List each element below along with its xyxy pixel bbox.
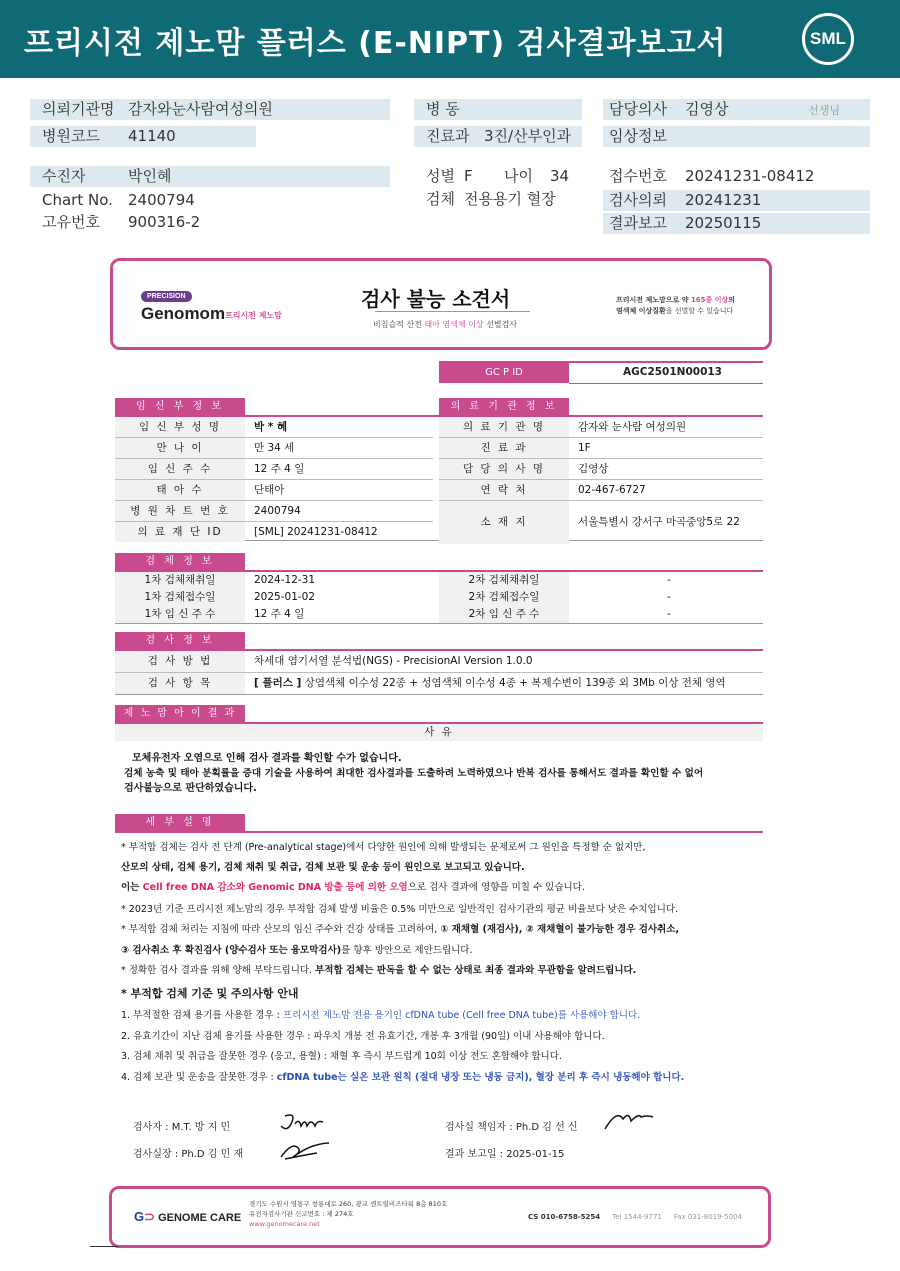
code-field (30, 126, 256, 147)
specimen-row-label-2: 2차 검체접수일 (439, 589, 569, 606)
signer-chief: 검사실장 : Ph.D 김 민 재 (133, 1149, 244, 1160)
code-label: 병원코드 (42, 127, 100, 145)
chart-label: Chart No. (42, 191, 113, 209)
doc-title: 검사 불능 소견서 (361, 287, 511, 311)
specimen-row-value-2: - (667, 591, 671, 603)
doc-header-right: 프리시전 제노맘으로 약 165종 이상의 염색체 이상질환을 선별할 수 있습니다 (616, 296, 736, 315)
gcp-label: GC P ID (439, 363, 569, 383)
genomecare-contact: CS 010-6758-5254 Tel 1544-9771 Fax 031-8019-5004 (528, 1213, 742, 1221)
patient-value: 박인혜 (128, 167, 172, 185)
patient-row-value: 2400794 (254, 505, 301, 517)
clinical-label: 임상정보 (609, 127, 667, 145)
note-5: * 부적합 검체 처리는 지침에 따라 산모의 임신 주수와 건강 상태를 고려하여, ① 재채혈 (재검사), ② 재채혈이 불가능한 경우 검사취소, (121, 924, 680, 935)
unique-value: 900316-2 (128, 213, 201, 231)
note-7: * 정확한 검사 결과를 위해 양해 부탁드립니다. 부적합 검체는 판독을 할 수 없는 상태로 최종 결과와 무관함을 알려드립니다. (121, 965, 637, 976)
note-3: 이는 Cell free DNA 감소와 Genomic DNA 방출 등에 의한 오염으로 검사 결과에 영향을 미칠 수 있습니다. (121, 882, 585, 893)
chart-field (30, 190, 390, 211)
patient-row-label: 병 원 차 트 번 호 (115, 501, 245, 521)
doc-header (110, 258, 772, 350)
org-row-label: 의 료 기 관 명 (439, 417, 569, 437)
doctor-field (603, 99, 870, 120)
specimen-row-label: 1차 임 신 주 수 (115, 606, 245, 623)
dept-value: 3진/산부인과 (484, 127, 572, 145)
report-date: 결과 보고일 : 2025-01-15 (445, 1149, 565, 1160)
section-org: 의 료 기 관 정 보 (439, 398, 569, 416)
head-signature-icon (601, 1107, 657, 1133)
sex-value: F (464, 167, 473, 185)
note-4: * 2023년 기준 프리시전 제노맘의 경우 부적합 검체 발생 비율은 0.5% 미만으로 일반적인 검사기관의 평균 비율보다 낮은 수치입니다. (121, 904, 679, 915)
org-row-label: 진 료 과 (439, 438, 569, 458)
chart-value: 2400794 (128, 191, 195, 209)
guide-4: 4. 검체 보관 및 운송을 잘못한 경우 : cfDNA tube는 실온 보관 원칙 (절대 냉장 또는 냉동 금지), 혈장 분리 후 즉시 냉동해야 합니다. (121, 1072, 685, 1083)
genomecare-logo: G⊃ GENOME CARE (134, 1209, 242, 1224)
specimen-value: 전용용기 혈장 (464, 190, 556, 208)
request-value: 20241231 (685, 191, 762, 209)
specimen-row-value-2: - (667, 574, 671, 586)
report-title: 프리시전 제노맘 플러스 (E-NIPT) 검사결과보고서 (24, 26, 727, 61)
attached-report (107, 257, 775, 1249)
age-value: 34 (550, 167, 570, 185)
org-row-label: 소 재 지 (439, 501, 569, 544)
signer-tester: 검사자 : M.T. 방 지 민 (133, 1122, 231, 1133)
ward-label: 병 동 (426, 100, 460, 118)
dept-label: 진료과 (426, 127, 470, 145)
sex-age-field (414, 166, 582, 187)
reason-line-1: 모체유전자 오염으로 인해 검사 결과를 확인할 수가 없습니다. (132, 753, 402, 764)
method-value: 차세대 염기서열 분석법(NGS) - PrecisionAI Version 1.0.0 (254, 655, 533, 667)
section-patient: 임 신 부 정 보 (115, 398, 245, 416)
patient-label: 수진자 (42, 167, 86, 185)
specimen-row-label-2: 2차 임 신 주 수 (439, 606, 569, 623)
patient-row-label: 임 신 주 수 (115, 459, 245, 479)
chief-signature-icon (277, 1137, 333, 1163)
doctor-label: 담당의사 (609, 100, 667, 118)
patient-row-label: 태 아 수 (115, 480, 245, 500)
patient-row-value: 만 34 세 (254, 442, 295, 454)
org-value: 감자와눈사람여성의원 (128, 100, 273, 118)
section-detail: 세 부 설 명 (115, 814, 245, 832)
org-row-value: 감자와 눈사람 여성의원 (578, 421, 687, 433)
report-date-field (603, 213, 870, 234)
doc-subtitle: 비침습적 산전 태아 염색체 이상 선별검사 (373, 320, 518, 329)
specimen-row-value-2: - (667, 608, 671, 620)
note-1: * 부적합 검체는 검사 전 단계 (Pre-analytical stage)에서 다양한 원인에 의해 발생되는 문제로써 그 원인을 특정할 순 없지만, (121, 842, 646, 853)
org-row-value: 김영상 (578, 463, 609, 475)
unique-label: 고유번호 (42, 213, 100, 231)
org-row-value: 02-467-6727 (578, 484, 646, 496)
patient-field (30, 166, 390, 187)
request-field (603, 190, 870, 211)
patient-row-value: 박 * 혜 (254, 421, 288, 433)
org-row-label: 연 락 처 (439, 480, 569, 500)
patient-row-label: 만 나 이 (115, 438, 245, 458)
specimen-row-value: 12 주 4 일 (254, 608, 305, 620)
patient-row-value: 12 주 4 일 (254, 463, 305, 475)
guide-1: 1. 부적절한 검체 용기를 사용한 경우 : 프리시전 제노맘 전용 용기인 cfDNA tube (Cell free DNA tube)를 사용해야 합니다. (121, 1010, 641, 1021)
gcp-value: AGC2501N00013 (623, 366, 722, 378)
org-row-value: 서울특별시 강서구 마곡중앙5로 22 (578, 516, 740, 528)
row-divider (115, 623, 763, 624)
guide-3: 3. 검체 채취 및 취급을 잘못한 경우 (응고, 용혈) : 채혈 후 즉시 부드럽게 10회 이상 전도 혼합해야 합니다. (121, 1051, 562, 1062)
sml-logo-icon: SML (802, 13, 854, 65)
org-field (30, 99, 390, 120)
guide-2: 2. 유효기간이 지난 검체 용기를 사용한 경우 : 파우치 개봉 전 유효기간, 개봉 후 3개월 (90일) 이내 사용해야 합니다. (121, 1031, 605, 1042)
item-label: 검 사 항 목 (115, 673, 245, 694)
patient-row-value: 단태아 (254, 484, 285, 496)
org-label: 의뢰기관명 (42, 100, 115, 118)
reason-header: 사 유 (115, 724, 763, 741)
receipt-field (603, 166, 870, 187)
item-value: [ 플러스 ] 상염색체 이수성 22종 + 성염색체 이수성 4종 + 복제수변이 139종 외 3Mb 이상 전체 영역 (254, 677, 726, 689)
receipt-value: 20241231-08412 (685, 167, 815, 185)
patient-row-label: 의 료 재 단 ID (115, 522, 245, 542)
specimen-row-label: 1차 검체채취일 (115, 572, 245, 589)
org-row-label: 담 당 의 사 명 (439, 459, 569, 479)
doc-footer (109, 1186, 771, 1248)
code-value: 41140 (128, 127, 176, 145)
note-6: ③ 검사취소 후 확진검사 (양수검사 또는 융모막검사)를 향후 방안으로 제안드립니다. (121, 945, 473, 956)
specimen-field (414, 189, 582, 210)
patient-row-label: 임 신 부 성 명 (115, 417, 245, 437)
signer-lab-head: 검사실 책임자 : Ph.D 김 선 신 (445, 1122, 578, 1133)
report-header-bar (0, 0, 900, 78)
doctor-value: 김영상 (685, 100, 729, 118)
method-label: 검 사 방 법 (115, 651, 245, 672)
age-label: 나이 (504, 167, 533, 185)
precision-badge: PRECISION (141, 291, 192, 302)
patient-row-value: [SML] 20241231-08412 (254, 526, 378, 538)
section-test: 검 사 정 보 (115, 632, 245, 650)
unique-field (30, 212, 390, 233)
section-specimen: 검 체 정 보 (115, 553, 245, 571)
report-date-label: 결과보고 (609, 214, 667, 232)
dept-field (414, 126, 582, 147)
genomecare-website[interactable]: www.genomecare.net (249, 1220, 320, 1228)
org-row-value: 1F (578, 442, 591, 454)
reason-line-2: 검체 농축 및 태아 분획률을 증대 기술을 사용하여 최대한 검사결과를 도출하려 노력하였으나 반복 검사를 통해서도 결과를 확인할 수 없어 (124, 768, 704, 779)
clinical-field (603, 126, 870, 147)
tester-signature-icon (277, 1110, 327, 1136)
section-result: 제 노 맘 아 이 결 과 (115, 705, 245, 723)
specimen-row-label: 1차 검체접수일 (115, 589, 245, 606)
ward-field (414, 99, 582, 120)
note-2: 산모의 상태, 검체 용기, 검체 채취 및 취급, 검체 보관 및 운송 등이 원인으로 보고되고 있습니다. (121, 862, 525, 873)
sex-label: 성별 (426, 167, 455, 185)
request-label: 검사의뢰 (609, 191, 667, 209)
specimen-row-value: 2025-01-02 (254, 591, 316, 603)
report-date-value: 20250115 (685, 214, 762, 232)
specimen-row-value: 2024-12-31 (254, 574, 316, 586)
genomom-logo: Genomom (141, 304, 226, 323)
doctor-suffix: 선생님 (808, 104, 840, 117)
genomecare-address: 경기도 수원시 영통구 창룡대로 260, 광교 센트럴비즈타워 8층 810호 유전자검사기관 신고번호 : 제 274호 www.genomecare.net (249, 1200, 448, 1228)
genomom-sub: 프리시전 제노맘 (225, 311, 282, 320)
specimen-row-label-2: 2차 검체채취일 (439, 572, 569, 589)
reason-line-3: 검사불능으로 판단하였습니다. (124, 783, 257, 794)
specimen-label: 검체 (426, 190, 455, 208)
receipt-label: 접수번호 (609, 167, 667, 185)
guide-title: * 부적합 검체 기준 및 주의사항 안내 (121, 987, 299, 1000)
